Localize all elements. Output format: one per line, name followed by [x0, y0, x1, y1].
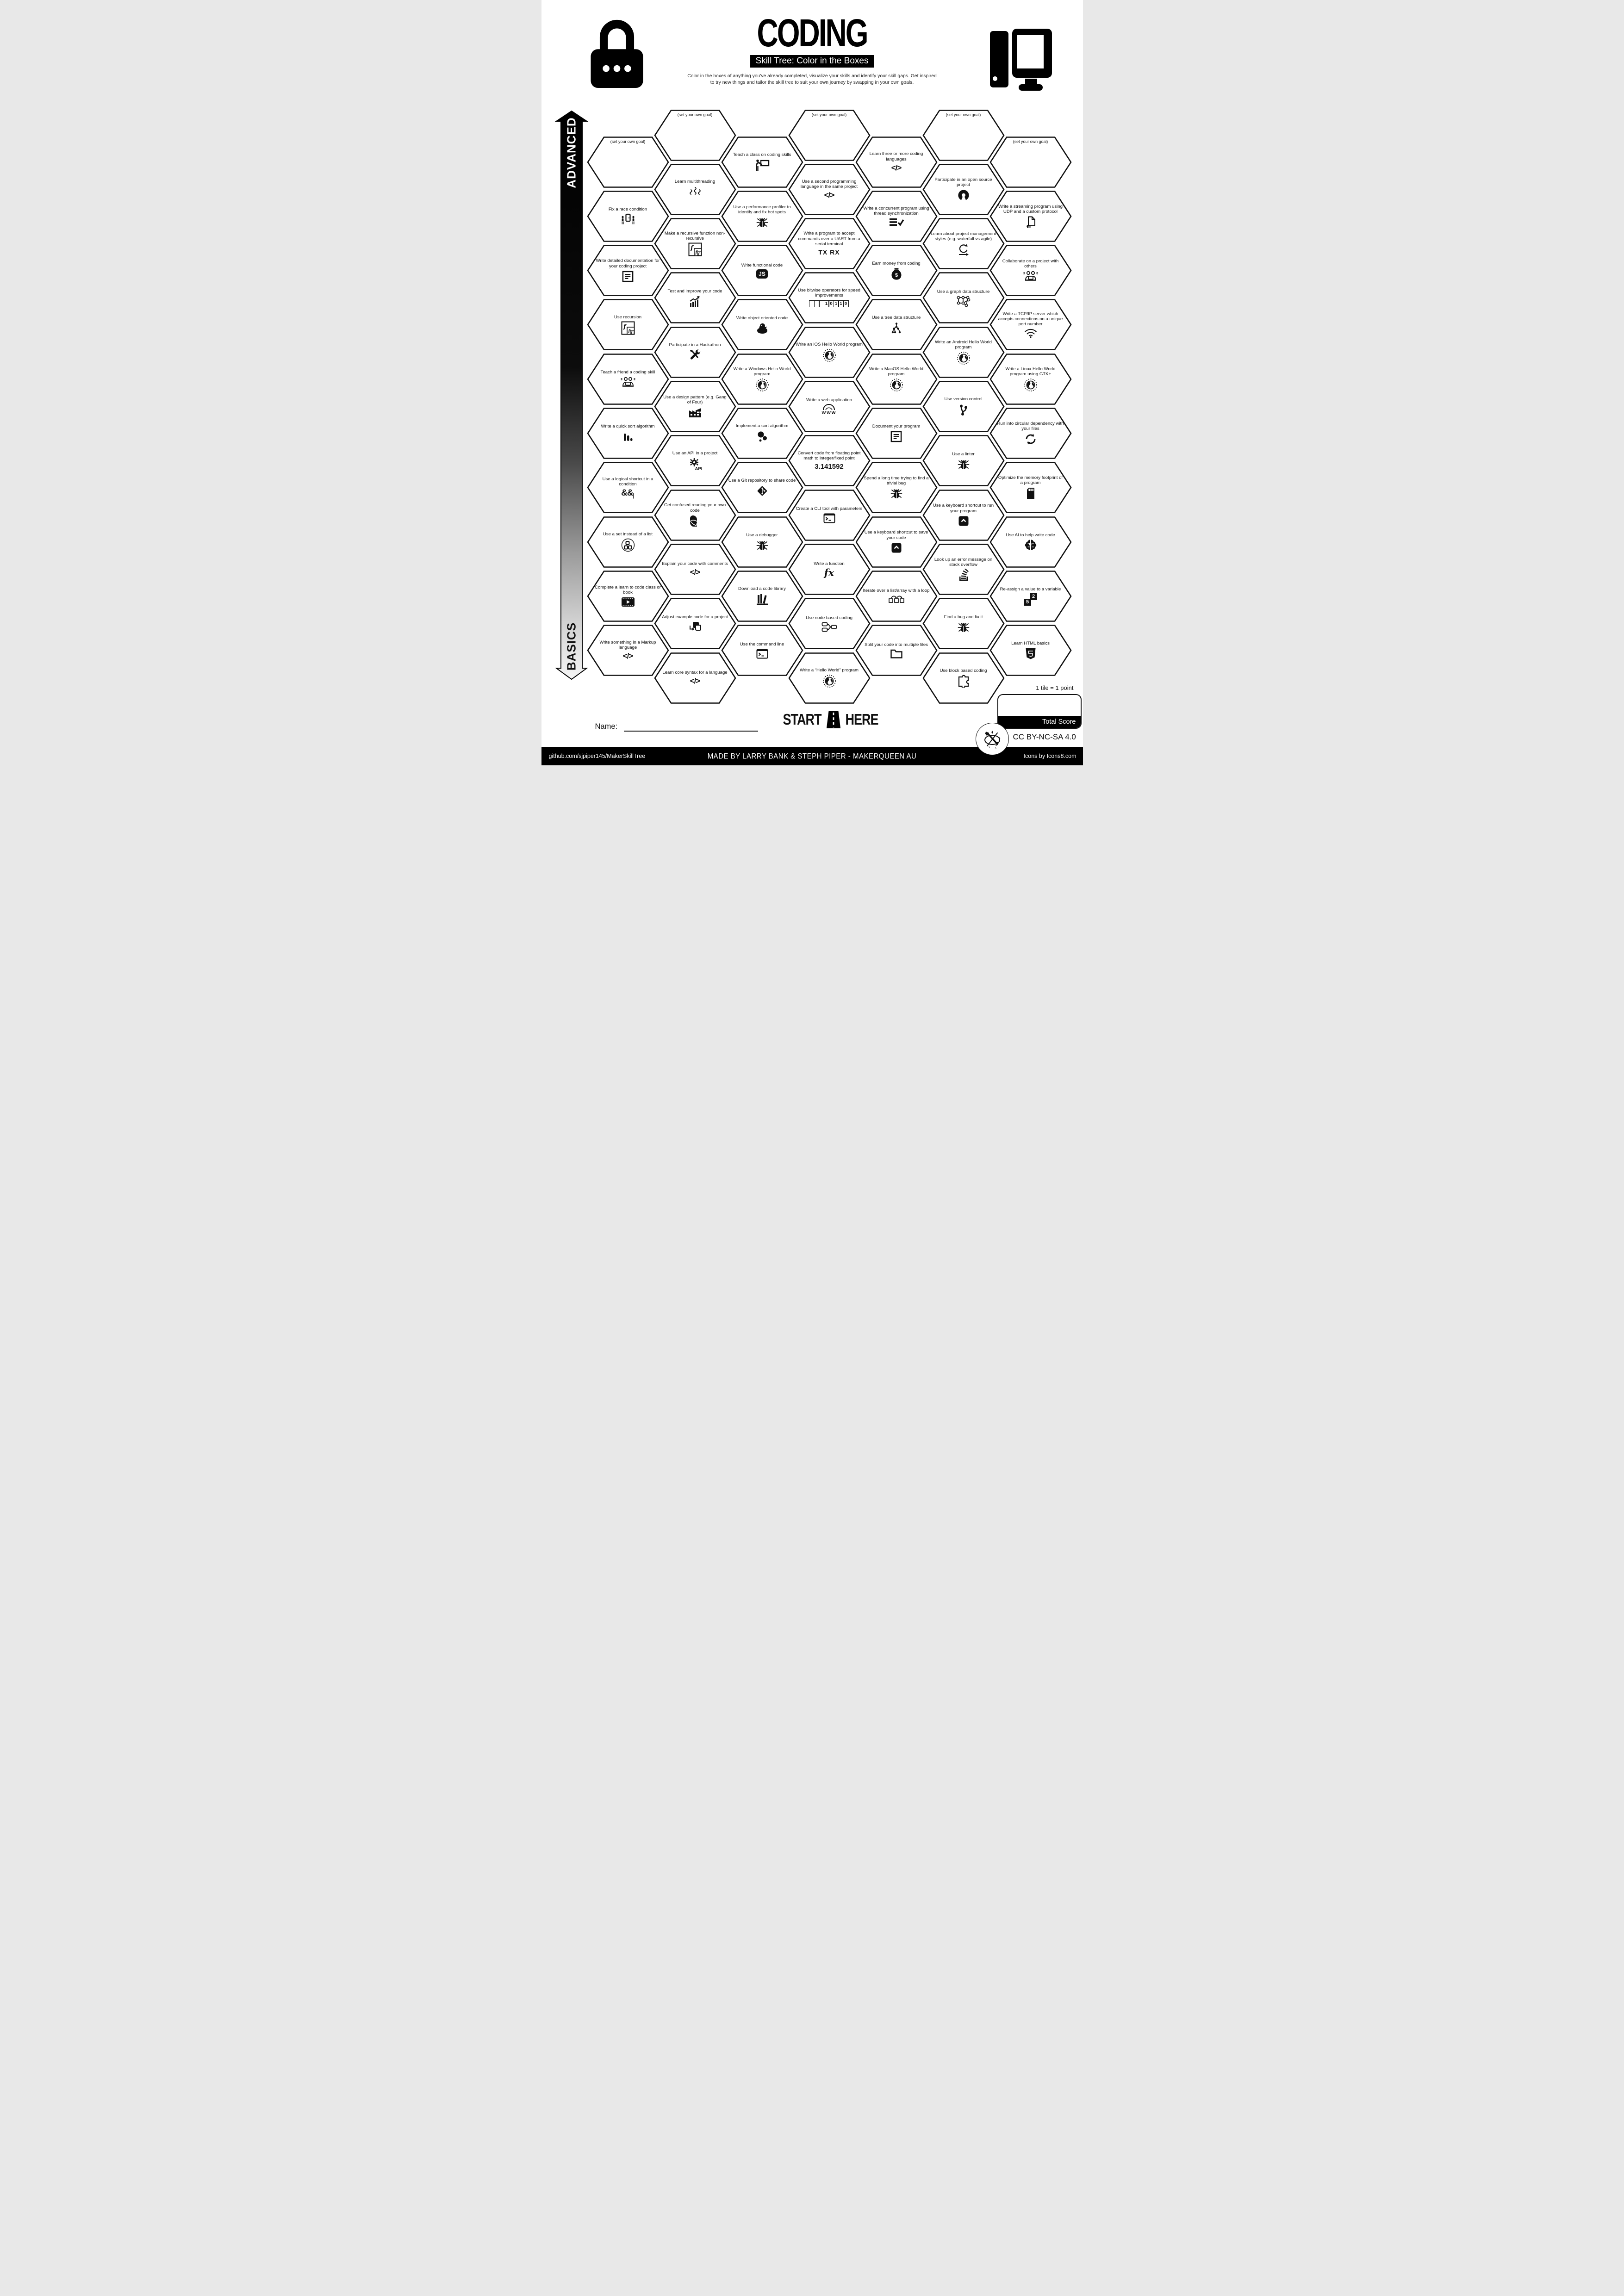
hex-content [930, 655, 997, 701]
hex-content [863, 193, 930, 239]
hex-tile[interactable] [989, 624, 1072, 676]
terminal-icon [756, 648, 769, 659]
pair-at-laptop-icon [620, 376, 636, 388]
hex-content [930, 438, 997, 484]
hex-content [997, 356, 1064, 402]
svg-text:f: f [623, 323, 626, 330]
hex-tile[interactable] [989, 190, 1072, 242]
hex-content [997, 139, 1064, 185]
document-icon [622, 270, 634, 283]
hex-tile[interactable] [989, 570, 1072, 622]
maker-tools-logo-icon [976, 723, 1009, 755]
facepalm-icon [689, 515, 702, 527]
hex-content [594, 627, 662, 673]
thread-sync-icon [889, 217, 904, 227]
hex-content [796, 167, 863, 212]
refresh-icon [1024, 433, 1037, 446]
hex-content [661, 438, 729, 484]
hex-label: Write a function [814, 561, 845, 566]
hex-label: Earn money from coding [872, 261, 921, 266]
hex-label: Write an iOS Hello World program [796, 342, 863, 348]
tx-rx-text: TX RX [818, 248, 840, 256]
hex-label: Get confused reading your own code [664, 503, 726, 513]
race-condition-icon [620, 213, 636, 225]
code-tag-icon: </> [891, 163, 902, 172]
hex-label: (set your own goal) [811, 112, 847, 117]
growth-chart-icon [688, 295, 702, 307]
page-subtitle: Skill Tree: Color in the Boxes [750, 55, 874, 68]
hex-label: (set your own goal) [677, 112, 713, 117]
js-badge-icon: JS [756, 269, 768, 279]
hex-content [930, 167, 997, 212]
hex-content [997, 465, 1064, 510]
hex-content [728, 356, 796, 402]
hex-content [796, 112, 863, 158]
hex-label: Use a debugger [746, 533, 778, 538]
recursion-icon [688, 242, 702, 256]
set-icon [621, 538, 635, 552]
hex-label: Use recursion [614, 314, 642, 320]
git-branch-icon [958, 403, 970, 416]
poster-page [541, 0, 1083, 765]
hex-tile[interactable] [989, 407, 1072, 459]
hex-content [796, 492, 863, 538]
hex-label: (set your own goal) [610, 139, 646, 144]
hex-label: Learn about project management styles (e.g. waterfall vs agile) [930, 231, 996, 242]
page-title: CODING [757, 11, 867, 55]
hex-label: Write a MacOS Hello World program [869, 366, 923, 377]
stack-overflow-icon [958, 569, 970, 582]
hex-label: Write something in a Markup language [599, 640, 656, 651]
hex-label: Use a linter [952, 451, 975, 457]
hex-tile[interactable] [989, 516, 1072, 568]
hex-content [594, 410, 662, 456]
hex-label: Create a CLI tool with parameters [796, 506, 863, 512]
hex-label: Use AI to help write code [1006, 533, 1055, 538]
hex-content [594, 573, 662, 619]
total-score-box [997, 694, 1082, 729]
pi-number-text: 3.141592 [815, 462, 844, 471]
hex-label: Run into circular dependency with your files [997, 421, 1064, 431]
tree-icon [890, 322, 903, 335]
hex-content [997, 573, 1064, 619]
tools-icon [689, 349, 702, 362]
hex-label: Use block based coding [940, 668, 987, 673]
hex-tile[interactable] [989, 298, 1072, 351]
hex-content [796, 655, 863, 701]
hex-content [863, 356, 930, 402]
hex-label: Learn core syntax for a language [662, 670, 728, 675]
hex-content [863, 465, 930, 510]
film-icon [621, 596, 635, 608]
wifi-icon [1024, 328, 1038, 338]
name-input-line[interactable] [624, 731, 758, 732]
svg-text:f: f [698, 252, 699, 256]
hello-world-globe-icon [822, 674, 836, 688]
hex-content [863, 519, 930, 565]
hex-label: Explain your code with comments [662, 561, 728, 567]
hex-content [930, 492, 997, 538]
hex-content [594, 465, 662, 510]
hex-label: Fix a race condition [608, 207, 647, 212]
hex-content [661, 275, 729, 321]
hex-label: Use node based coding [806, 615, 852, 621]
hex-label: Write a quick sort algorithm [601, 424, 655, 429]
hex-content [997, 410, 1064, 456]
key-icon [890, 542, 902, 554]
document-icon [890, 430, 902, 443]
hex-content [661, 112, 729, 158]
hex-label: Write a concurrent program using thread synchronization [863, 205, 929, 216]
hex-content [594, 302, 662, 348]
api-gear-icon [688, 457, 702, 471]
hex-content [796, 438, 863, 484]
start-here-marker [783, 710, 878, 729]
git-icon [756, 484, 769, 497]
hex-label: Participate in a Hackathon [669, 342, 721, 348]
hex-label: Write a web application [806, 397, 852, 403]
hex-label: Use a performance profiler to identify and fix hot spots [733, 204, 791, 215]
hex-content [863, 302, 930, 348]
books-icon [756, 593, 769, 606]
hex-label: Write a TCP/IP server which accepts connections on a unique port number [998, 311, 1063, 327]
hex-label: Iterate over a list/array with a loop [863, 588, 930, 594]
here-word: HERE [845, 710, 878, 728]
hex-label: Participate in an open source project [934, 177, 992, 187]
code-tag-icon: </> [824, 190, 834, 199]
hex-label: Convert code from floating point math to integer/fixed point [797, 451, 861, 461]
hex-content [796, 221, 863, 267]
hex-content [661, 384, 729, 429]
road-icon [825, 710, 841, 729]
hex-label: Adjust example code for a project [662, 614, 728, 620]
hex-label: Learn HTML basics [1011, 640, 1050, 646]
hex-content [728, 465, 796, 510]
node-graph-icon [821, 622, 837, 632]
svg-text:f: f [695, 250, 697, 255]
bug-icon [957, 458, 970, 470]
hex-label: (set your own goal) [946, 112, 981, 117]
sort-bubbles-icon [756, 430, 768, 443]
factory-icon [688, 406, 702, 418]
hex-content [728, 573, 796, 619]
hex-content [796, 601, 863, 646]
hex-label: Use a tree data structure [871, 315, 921, 320]
hex-content [661, 329, 729, 375]
pair-at-laptop-icon [1023, 270, 1039, 282]
hex-content [728, 193, 796, 239]
hex-label: Write a “Hello World” program [799, 667, 859, 673]
hex-label: Spend a long time trying to find a trivial bug [864, 476, 929, 486]
hex-content [930, 275, 997, 321]
hex-content [796, 546, 863, 592]
memory-chip-icon [1026, 487, 1036, 500]
name-label: Name: [595, 722, 618, 731]
hex-content [930, 112, 997, 158]
hex-tile[interactable] [989, 244, 1072, 297]
code-tag-icon: </> [690, 676, 700, 686]
hex-label: Re-assign a value to a variable [1000, 586, 1061, 592]
hex-label: Use a keyboard shortcut to run your program [933, 503, 994, 514]
footer-repo-url: github.com/sjpiper145/MakerSkillTree [548, 753, 646, 759]
hex-content [594, 356, 662, 402]
svg-text:API: API [695, 466, 702, 471]
terminal-icon [823, 513, 836, 524]
duck-icon [755, 322, 769, 334]
hex-content [661, 492, 729, 538]
footer-icons-credit: Icons by Icons8.com [1023, 753, 1076, 759]
hex-label: Download a code library [738, 586, 786, 592]
hex-label: Document your program [872, 423, 921, 429]
agile-cycle-icon [957, 243, 970, 256]
svg-text:f: f [628, 329, 630, 334]
hex-content [728, 519, 796, 565]
hex-content [594, 139, 662, 185]
hex-label: Use a keyboard shortcut to save your code [864, 530, 928, 540]
bug-icon [957, 621, 970, 633]
hex-label: Use a second programming language in the same project [800, 179, 858, 189]
hex-content [930, 329, 997, 375]
hex-tile[interactable] [989, 353, 1072, 405]
hex-label: Write a Windows Hello World program [733, 366, 791, 377]
logical-operators-icon: $\&\&_|$ [621, 488, 635, 499]
hex-content [594, 519, 662, 565]
key-icon [958, 515, 970, 527]
hex-label: Split your code into multiple files [864, 642, 928, 647]
tile-point-note: 1 tile = 1 point [1036, 684, 1074, 691]
file-transfer-icon [1025, 216, 1037, 229]
hello-world-globe-icon [890, 378, 903, 392]
hex-content [661, 546, 729, 592]
hex-content [661, 167, 729, 212]
bug-icon [756, 216, 769, 228]
svg-text:f: f [690, 245, 693, 252]
description-line-1: Color in the boxes of anything you've already completed, visualize your skills and identify your skill gaps. Get inspired [687, 74, 937, 79]
hex-content [796, 384, 863, 429]
hex-label: Use the command line [740, 641, 784, 647]
skill-hex-grid [541, 0, 1083, 765]
hex-content [997, 248, 1064, 293]
bug-icon [756, 539, 769, 551]
hex-label: Learn multithreading [674, 179, 716, 185]
folder-icon [890, 649, 903, 659]
hex-label: Use a design pattern (e.g. Gang of Four) [663, 394, 727, 405]
hex-content [997, 627, 1064, 673]
hex-tile[interactable] [989, 136, 1072, 188]
hex-content [997, 302, 1064, 348]
hex-label: Find a bug and fix it [944, 614, 983, 620]
sorted-bars-icon [622, 431, 634, 443]
hex-content [728, 139, 796, 185]
hex-content [594, 193, 662, 239]
hex-content [863, 627, 930, 673]
hex-label: Collaborate on a project with others [1002, 258, 1059, 269]
hex-label: Use bitwise operators for speed improvements [798, 288, 860, 298]
open-source-icon [957, 189, 970, 202]
hex-label: Test and improve your code [667, 288, 722, 294]
axis-label-basics: BASICS [564, 622, 578, 671]
hex-content [930, 221, 997, 267]
hex-label: Use version control [944, 397, 983, 402]
hex-label: Teach a class on coding skills [733, 152, 791, 157]
hex-content [863, 573, 930, 619]
hex-content [728, 410, 796, 456]
hex-content [930, 384, 997, 429]
hex-content [796, 329, 863, 375]
hex-content [863, 248, 930, 293]
bug-icon [890, 487, 903, 499]
hex-label: Write a Linux Hello World program using GTK+ [1005, 366, 1056, 377]
hex-label: Learn three or more coding languages [869, 151, 923, 162]
hex-label: (set your own goal) [1013, 139, 1048, 144]
hex-tile[interactable] [989, 461, 1072, 514]
hex-label: Write functional code [741, 262, 783, 268]
threads-icon [689, 186, 702, 199]
hex-content [997, 193, 1064, 239]
graph-icon [956, 296, 971, 307]
license-text: CC BY-NC-SA 4.0 [1013, 732, 1076, 741]
description-line-2: to try new things and tailor the skill tree to suit your own journey by swapping in your own goals. [710, 80, 914, 85]
hex-content [930, 601, 997, 646]
recursion-icon [621, 321, 635, 335]
hex-label: Look up an error message on stack overflow [934, 557, 993, 567]
hex-content [728, 248, 796, 293]
start-word: START [783, 710, 821, 728]
hex-content [997, 519, 1064, 565]
hello-world-globe-icon [957, 351, 971, 365]
hex-label: Use a graph data structure [937, 289, 990, 294]
hello-world-globe-icon [1024, 378, 1038, 392]
hex-content [728, 302, 796, 348]
hex-content [796, 275, 863, 321]
www-globe-icon: www [822, 404, 837, 416]
code-adjust-icon [689, 621, 702, 633]
hex-label: Write an Android Hello World program [935, 339, 992, 350]
code-tag-icon: </> [622, 652, 633, 661]
axis-label-advanced: ADVANCED [564, 117, 578, 188]
hex-content [661, 655, 729, 701]
code-tag-icon: </> [690, 568, 700, 577]
total-score-label: Total Score [998, 716, 1081, 728]
hello-world-globe-icon [822, 348, 836, 362]
teacher-icon [755, 159, 770, 172]
variable-swap-icon: 2 5 [1024, 593, 1037, 606]
hex-content [661, 601, 729, 646]
hex-label: Write object oriented code [736, 315, 788, 321]
hex-content [728, 627, 796, 673]
hex-label: Use a set instead of a list [603, 532, 653, 537]
hex-content [863, 410, 930, 456]
hex-label: Use a logical shortcut in a condition [602, 476, 653, 487]
hex-content [661, 221, 729, 267]
fx-text: fx [824, 566, 834, 578]
brain-icon [1024, 539, 1037, 551]
total-score-blank[interactable] [998, 695, 1081, 716]
svg-text:$: $ [895, 272, 898, 278]
hex-label: Write a streaming program using UDP and a custom protocol [998, 204, 1063, 214]
hex-label: Make a recursive function non-recursive [664, 230, 726, 242]
hex-label: Use a Git repository to share code [728, 478, 796, 483]
svg-text:f: f [631, 331, 632, 335]
loop-array-icon [888, 595, 905, 604]
hello-world-globe-icon [755, 378, 769, 392]
html5-icon [1025, 647, 1036, 660]
hex-label: Write detailed documentation for your coding project [596, 258, 660, 269]
money-bag-icon [890, 267, 902, 280]
hex-label: Use an API in a project [672, 450, 718, 456]
hex-label: Complete a learn to code class or book [595, 584, 661, 595]
hex-content [594, 248, 662, 293]
hex-label: Teach a friend a coding skill [600, 370, 655, 375]
hex-label: Implement a sort algorithm [735, 423, 789, 429]
hex-content [930, 546, 997, 592]
hex-content [863, 139, 930, 185]
bitwise-bits-icon: 1 0 1 1 0 [810, 300, 849, 308]
hex-label: Write a program to accept commands over a UART from a serial terminal [798, 231, 860, 247]
hex-label: Optimize the memory footprint of a program [998, 475, 1063, 486]
footer-credits: MADE BY LARRY BANK & STEPH PIPER - MAKERQUEEN AU [707, 751, 917, 761]
